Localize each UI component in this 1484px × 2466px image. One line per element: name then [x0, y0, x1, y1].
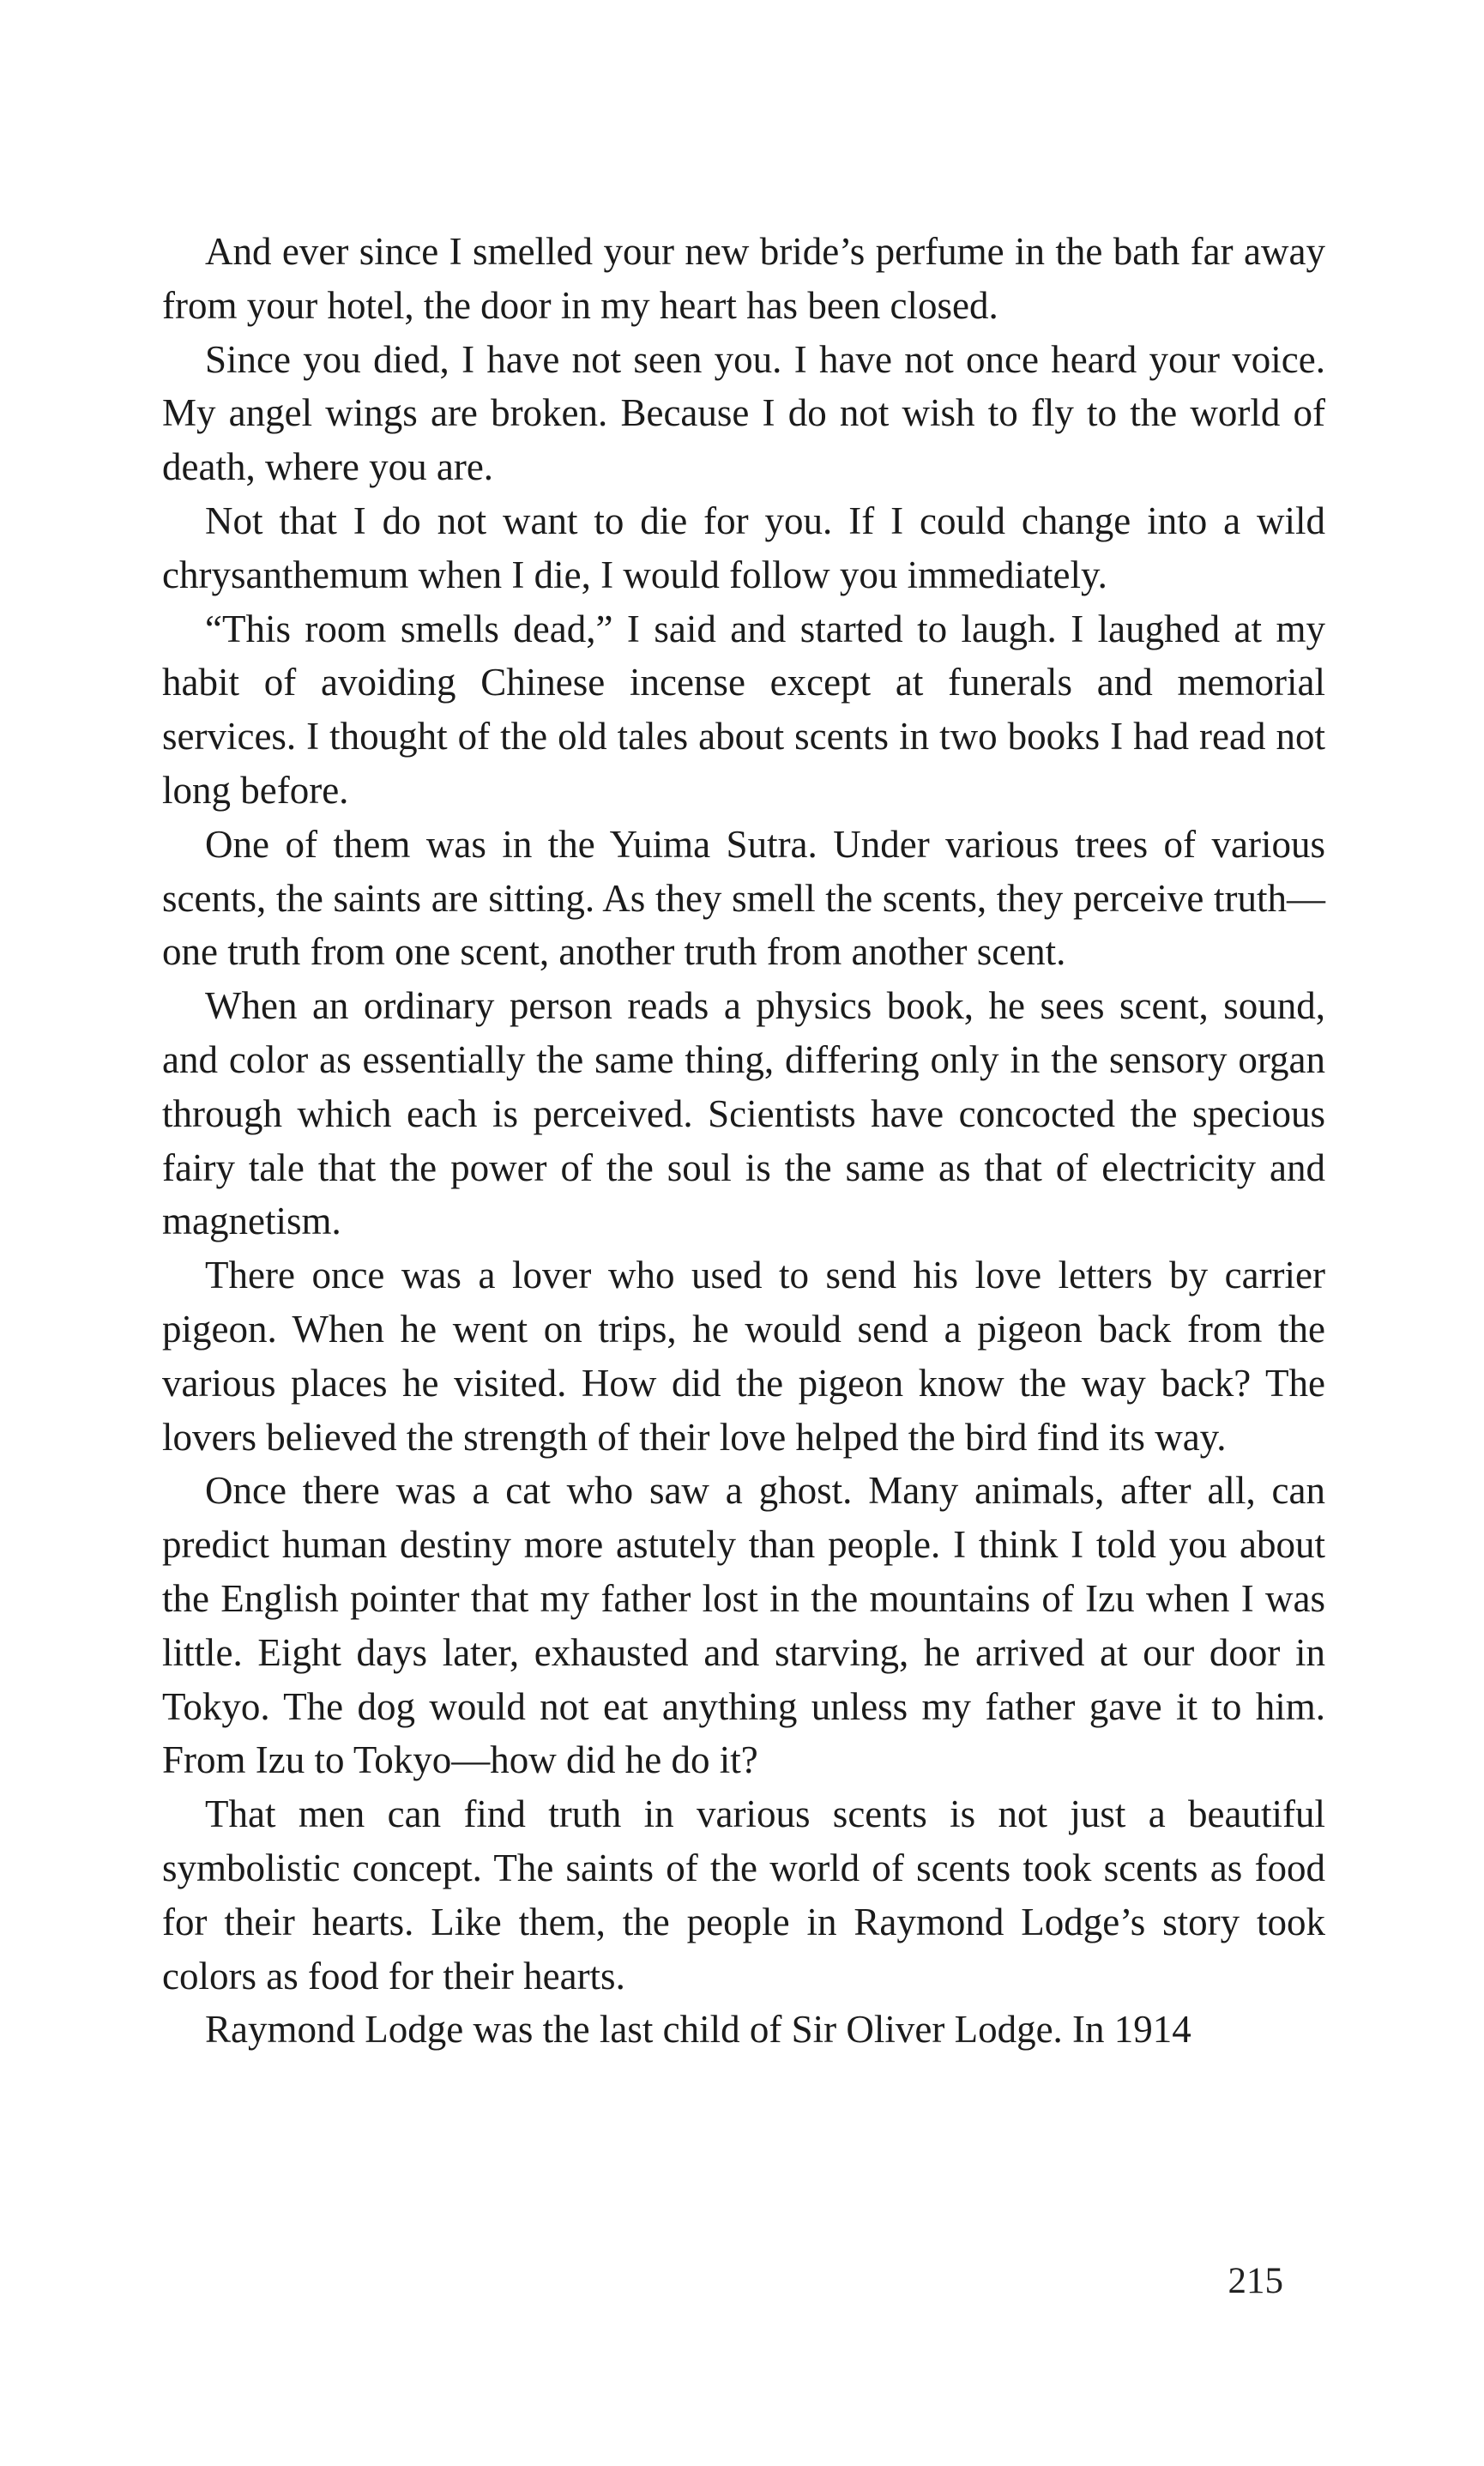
paragraph-9: That men can find truth in various scents is not just a beautiful symbolistic concept. The saints of the world of scents took scents as food for their hearts. Like them, the people in Raymond Lodge’s story took colors as food for their hearts. — [162, 1792, 1325, 1998]
paragraph-2: Since you died, I have not seen you. I have not once heard your voice. My angel wings are broken. Because I do not wish to fly to the world of death, where you are. — [162, 337, 1325, 489]
paragraph-3: Not that I do not want to die for you. If I could change into a wild chrysanthemum when I die, I would follow you immediately. — [162, 499, 1325, 596]
book-page — [162, 225, 1325, 2057]
paragraph-5: One of them was in the Yuima Sutra. Under various trees of various scents, the saints are sitting. As they smell the scents, they perceive truth—one truth from one scent, another truth from another scent. — [162, 822, 1325, 974]
paragraph-1: And ever since I smelled your new bride’s perfume in the bath far away from your hotel, the door in my heart has been closed. — [162, 230, 1325, 327]
paragraph-7: There once was a lover who used to send his love letters by carrier pigeon. When he went on trips, he would send a pigeon back from the various places he visited. How did the pigeon know the way back? The lovers believed the strength of their love helped the bird find its way. — [162, 1254, 1325, 1459]
paragraph-8: Once there was a cat who saw a ghost. Many animals, after all, can predict human destiny more astutely than people. I think I told you about the English pointer that my father lost in the mountains of Izu when I was little. Eight days later, exhausted and starving, he arrived at our door in Tokyo. The dog would not eat anything unless my father gave it to him. From Izu to Tokyo—how did he do it? — [162, 1469, 1325, 1782]
paragraph-10: Raymond Lodge was the last child of Sir Oliver Lodge. In 1914 — [205, 2008, 1191, 2052]
paragraph-6: When an ordinary person reads a physics book, he sees scent, sound, and color as essentially the same thing, differing only in the sensory organ through which each is perceived. Scientists have concocted the specious fairy tale that the power of the soul is the same as that of electricity and magnetism. — [162, 984, 1325, 1243]
paragraph-4: “This room smells dead,” I said and started to laugh. I laughed at my habit of avoiding Chinese incense except at funerals and memorial services. I thought of the old tales about scents in two books I had read not long before. — [162, 607, 1325, 812]
page-number: 215 — [1228, 2261, 1283, 2301]
